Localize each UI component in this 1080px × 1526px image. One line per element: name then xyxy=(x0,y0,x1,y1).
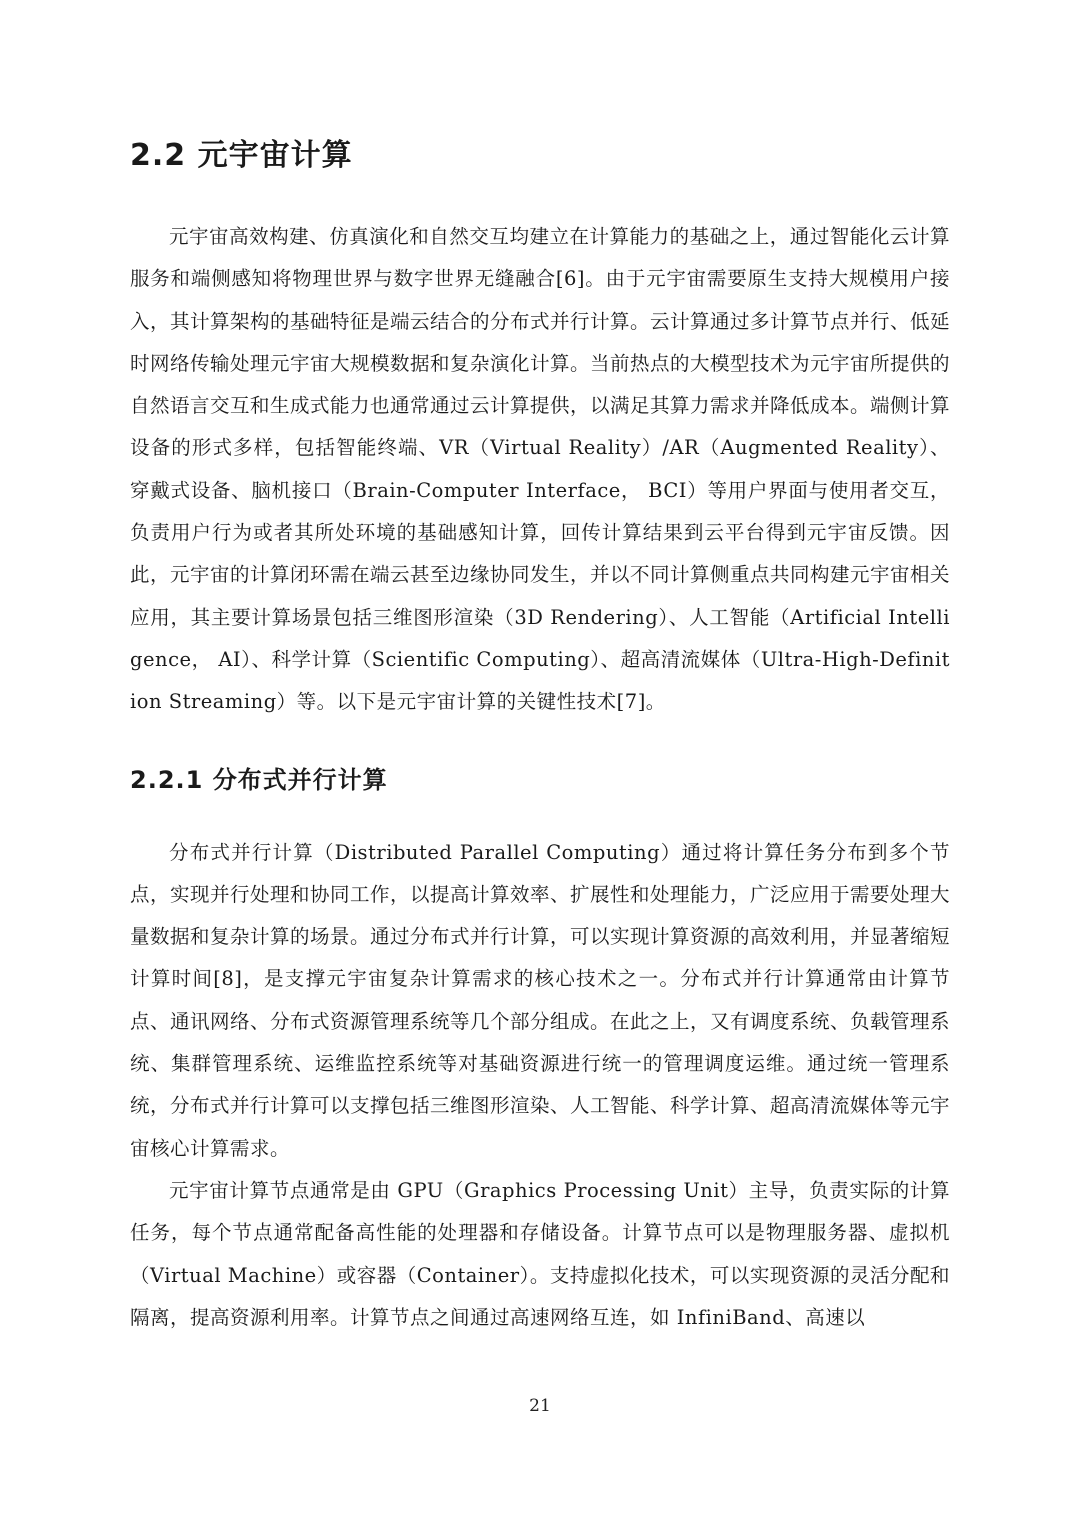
section-title: 2.2 元宇宙计算 xyxy=(130,138,353,173)
subsection-paragraph: 元宇宙计算节点通常是由 GPU（Graphics Processing Unit）主导，负责实际的计算任务，每个节点通常配备高性能的处理器和存储设备。计算节点可以是物理服务器、虚拟机（Virtual Machine）或容器（Container）。支持虚拟化技术，可以实现资源的灵活分配和隔离，提高资源利用率。计算节点之间通过高速网络互连，如 InfiniBand、高速以 xyxy=(130,1178,950,1329)
subsection-paragraph: 分布式并行计算（Distributed Parallel Computing）通过将计算任务分布到多个节点，实现并行处理和协同工作，以提高计算效率、扩展性和处理能力，广泛应用于需要处理大量数据和复杂计算的场景。通过分布式并行计算，可以实现计算资源的高效利用，并显著缩短计算时间[8]，是支撑元宇宙复杂计算需求的核心技术之一。分布式并行计算通常由计算节点、通讯网络、分布式资源管理系统等几个部分组成。在此之上，又有调度系统、负载管理系统、集群管理系统、运维监控系统等对基础资源进行统一的管理调度运维。通过统一管理系统，分布式并行计算可以支撑包括三维图形渲染、人工智能、科学计算、超高清流媒体等元宇宙核心计算需求。 xyxy=(130,840,951,1160)
subsection-title: 2.2.1 分布式并行计算 xyxy=(130,765,388,794)
page-number: 21 xyxy=(529,1396,551,1416)
section-paragraph: 元宇宙高效构建、仿真演化和自然交互均建立在计算能力的基础之上，通过智能化云计算服务和端侧感知将物理世界与数字世界无缝融合[6]。由于元宇宙需要原生支持大规模用户接入，其计算架构的基础特征是端云结合的分布式并行计算。云计算通过多计算节点并行、低延时网络传输处理元宇宙大规模数据和复杂演化计算。当前热点的大模型技术为元宇宙所提供的自然语言交互和生成式能力也通常通过云计算提供，以满足其算力需求并降低成本。端侧计算设备的形式多样，包括智能终端、VR（Virtual Reality）/AR（Augmented Reality）、穿戴式设备、脑机接口（Brain-Computer Interface， BCI）等用户界面与使用者交互，负责用户行为或者其所处环境的基础感知计算，回传计算结果到云平台得到元宇宙反馈。因此，元宇宙的计算闭环需在端云甚至边缘协同发生，并以不同计算侧重点共同构建元宇宙相关应用，其主要计算场景包括三维图形渲染（3D Rendering）、人工智能（Artificial Intelligence， AI）、科学计算（Scientific Computing）、超高清流媒体（Ultra-High-Definition Streaming）等。以下是元宇宙计算的关键性技术[7]。 xyxy=(130,225,951,714)
page-content xyxy=(130,128,950,1339)
